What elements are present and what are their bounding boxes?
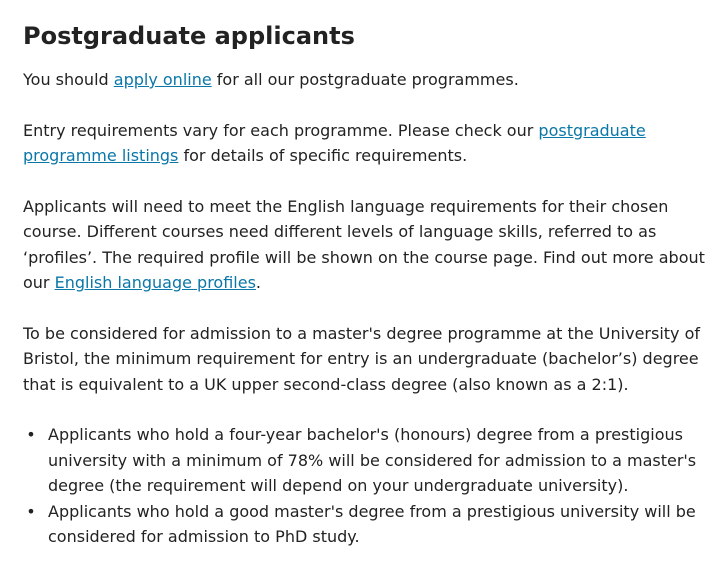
list-item-text: Applicants who hold a good master's degree from a prestigious university will be considered for admission to PhD study. xyxy=(48,501,696,546)
list-item xyxy=(26,422,713,499)
english-text-before: Applicants will need to meet the English language requirements for their chosen course. Different courses need different levels of language skills, referred to as ‘profiles’. The required profile will be shown on the course page. Find out more about our xyxy=(23,196,705,292)
list-item-text: Applicants who hold a four-year bachelor's (honours) degree from a prestigious university with a minimum of 78% will be considered for admission to a master's degree (the requirement will depend on your undergraduate university). xyxy=(48,425,697,495)
apply-online-link[interactable]: apply online xyxy=(113,70,212,89)
english-language-paragraph xyxy=(23,194,713,296)
apply-text-before: You should xyxy=(23,70,114,89)
english-language-profiles-link[interactable]: English language profiles xyxy=(54,273,256,292)
entry-text-before: Entry requirements vary for each programme. Please check our xyxy=(23,120,539,140)
admission-paragraph: To be considered for admission to a master's degree programme at the University of Bristol, the minimum requirement for entry is an undergraduate (bachelor’s) degree that is equivalent to a UK upper second-class degree (also known as a 2:1). xyxy=(23,323,701,394)
apply-text-after: for all our postgraduate programmes. xyxy=(211,70,519,89)
list-item xyxy=(26,499,713,550)
english-text-after: . xyxy=(255,273,261,292)
entry-requirements-paragraph xyxy=(23,118,713,169)
apply-paragraph xyxy=(23,67,713,93)
bullet-icon: • xyxy=(26,425,36,444)
bullet-icon: • xyxy=(26,501,36,521)
page-title: Postgraduate applicants xyxy=(23,22,355,50)
programme-listings-link[interactable]: postgraduate programme listings xyxy=(23,120,646,165)
requirements-list xyxy=(23,422,713,550)
entry-text-after: for details of specific requirements. xyxy=(178,146,468,165)
